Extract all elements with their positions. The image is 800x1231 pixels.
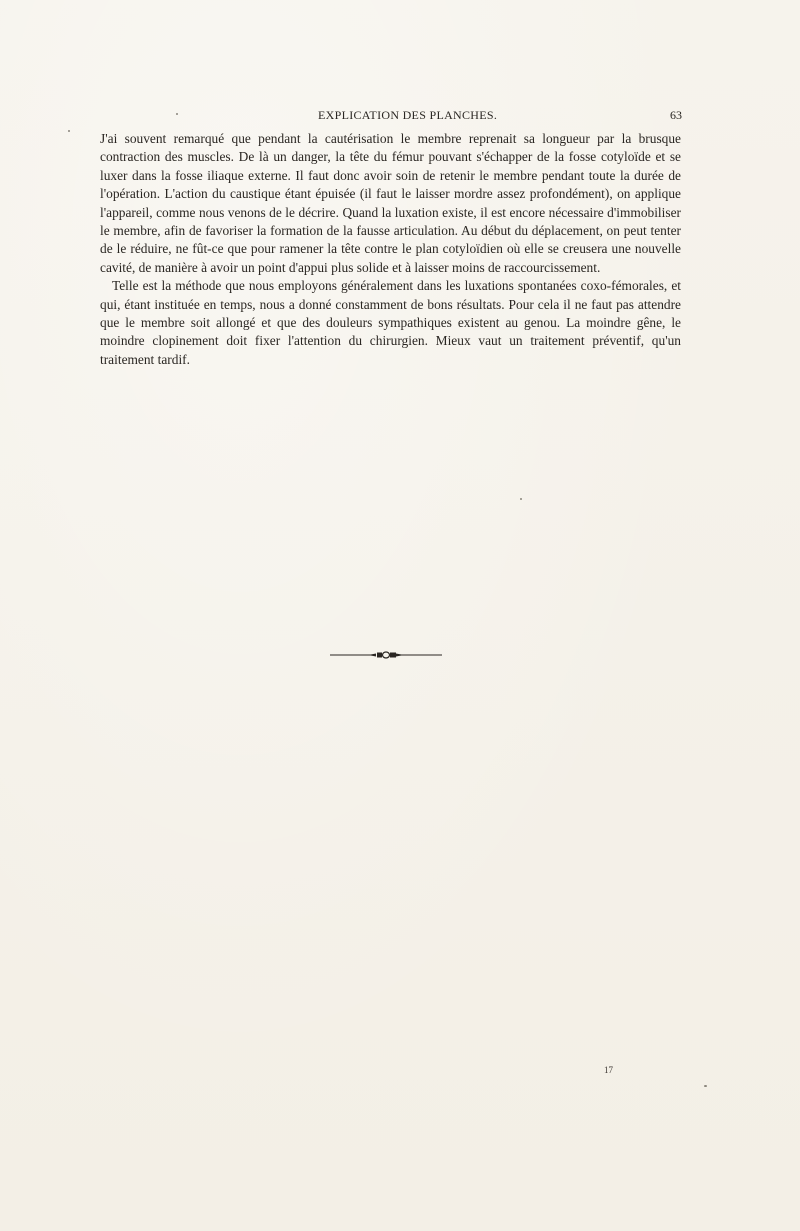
paper-speck: [68, 130, 70, 132]
signature-mark: 17: [604, 1065, 613, 1075]
paragraph-2: Telle est la méthode que nous employons généralement dans les luxations spontanées coxo-fémorales, et qui, étant instituée en temps, nous a donné constamment de bons résultats. Pour cela il ne faut pas attendre que le membre soit allongé et que des douleurs sympathiques existent au genou. La moindre gêne, le moindre clopinement doit fixer l'attention du chirurgien. Mieux vaut un traitement préventif, qu'un traitement tardif.: [100, 278, 681, 367]
paragraph-1: J'ai souvent remarqué que pendant la cautérisation le membre reprenait sa longueur par la brusque contraction des muscles. De là un danger, la tête du fémur pouvant s'échapper de la fosse cotyloïde et se luxer dans la fosse iliaque externe. Il faut donc avoir soin de retenir le membre pendant toute la durée de l'opération. L'action du caustique étant épuisée (il faut le laisser mordre assez profondément), on applique l'appareil, comme nous venons de le décrire. Quand la luxation existe, il est encore nécessaire d'immobiliser le membre, afin de favoriser la formation de la fausse articulation. Au début du déplacement, on peut tenter de le réduire, ne fût-ce que pour ramener la tête contre le plan cotyloïdien où elle se creusera une nouvelle cavité, de manière à avoir un point d'appui plus solide et à laisser moins de raccourcissement.: [100, 131, 681, 275]
page-number: 63: [670, 108, 682, 122]
ornament-divider: [330, 649, 442, 661]
body-text: [100, 130, 681, 369]
running-title: EXPLICATION DES PLANCHES.: [318, 108, 498, 122]
paper-speck: [520, 498, 522, 500]
paper-speck: [704, 1085, 707, 1087]
running-head: [0, 108, 800, 124]
paper-speck: [176, 113, 178, 115]
